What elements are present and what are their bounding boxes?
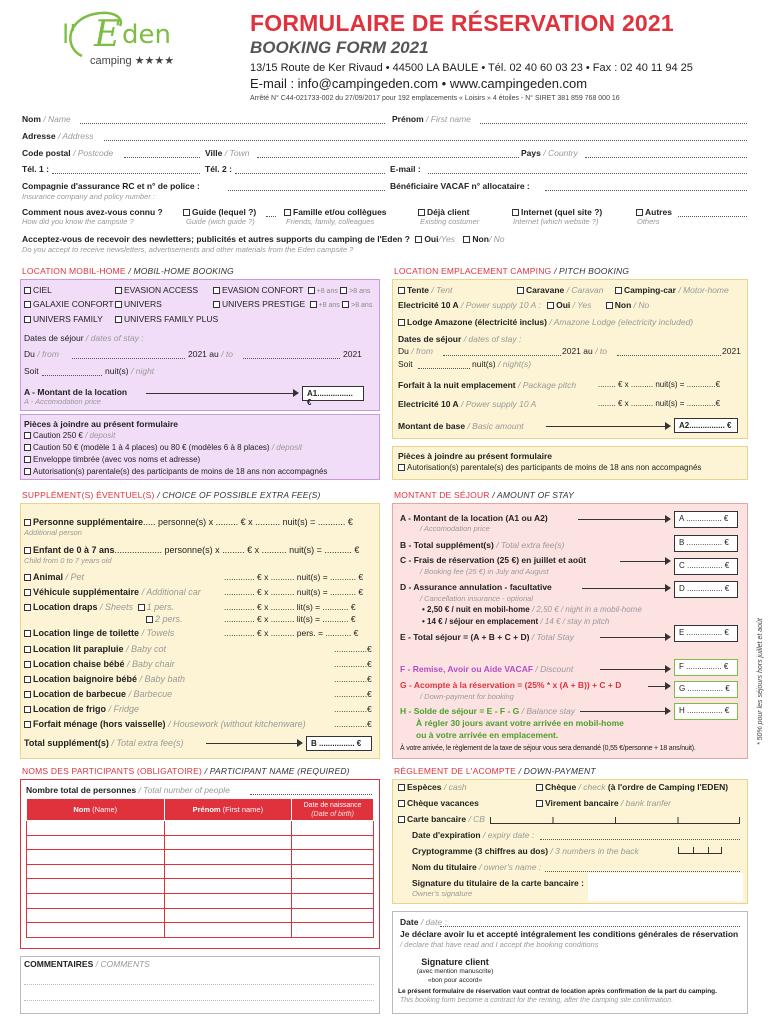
autres-field[interactable]	[678, 216, 747, 217]
tel2-label: Tél. 2 :	[205, 164, 232, 174]
bon-accord-label: «bon pour accord»	[427, 977, 483, 984]
deja-option[interactable]: Déjà client	[418, 207, 470, 217]
univers-family-option[interactable]: UNIVERS FAMILY	[24, 314, 103, 324]
newsletter-non-checkbox[interactable]	[463, 236, 470, 243]
empl-au: 2021 au / to	[562, 346, 607, 356]
newsletter-en: Do you accept to receive newsletters, advertisements and other materials from the Eden campsite ?	[22, 245, 354, 254]
lodge-option[interactable]: Lodge Amazone (électricité inclus) / Amazone Lodge (electricity included)	[398, 317, 693, 327]
email-field[interactable]	[428, 173, 747, 174]
elec2-calc[interactable]: ........ € x .......... nuit(s) = .............€	[598, 399, 721, 408]
empl-soit: Soit	[398, 359, 413, 369]
forfait-calc[interactable]: ........ € x .......... nuit(s) = .............€	[598, 380, 721, 389]
draps-calc1[interactable]: ............. € x .......... lit(s) = ........... €	[224, 602, 356, 612]
table-row[interactable]	[27, 864, 374, 879]
vacaf-label: Bénéficiaire VACAF n° allocataire :	[390, 181, 530, 191]
contact-line: E-mail : info@campingeden.com • www.campingeden.com	[250, 76, 588, 91]
linge-calc[interactable]: ............. € x .......... pers. = ........... €	[224, 628, 359, 638]
montant-g-arrow	[648, 686, 666, 687]
montant-c: C - Frais de réservation (25 €) en juillet et août	[400, 555, 587, 565]
especes-option[interactable]: Espèces / cash	[398, 782, 467, 792]
deja-en: Existing costumer	[420, 217, 480, 226]
montant-b: B - Total supplément(s) / Total extra fee(s)	[400, 540, 565, 550]
montant-d2: • 14 € / séjour en emplacement / 14 € / stay in pitch	[422, 617, 610, 626]
a1-arrow	[146, 393, 294, 394]
montant-f: F - Remise, Avoir ou Aide VACAF / Discount	[400, 664, 574, 674]
frigo-amount[interactable]: ..............€	[334, 704, 372, 714]
logo-den: den	[122, 20, 171, 50]
logo	[24, 8, 199, 70]
forfait-label: Forfait à la nuit emplacement / Package pitch	[398, 380, 577, 390]
draps-2pers[interactable]: 2 pers.	[146, 614, 183, 624]
a2-arrow	[546, 426, 666, 427]
table-row[interactable]	[27, 879, 374, 894]
montant-c-field[interactable]: C ................ €	[674, 558, 738, 575]
caution-250[interactable]: Caution 250 € / deposit	[24, 431, 115, 440]
page-subtitle: BOOKING FORM 2021	[250, 38, 429, 57]
montant-f-field[interactable]: F ................ €	[674, 659, 738, 676]
montant-title: MONTANT DE SÉJOUR / AMOUNT OF STAY	[394, 490, 574, 500]
montant-a-arrow	[578, 519, 666, 520]
arrete-line: Arrêté N° C44-021733-002 du 27/09/2017 pour 192 emplacements « Loisirs » 4 étoiles - N° SIRET 381 859 768 000 16	[250, 95, 620, 102]
mh-autorisation[interactable]: Autorisation(s) parentale(s) des participants de moins de 18 ans non accompagnés	[24, 467, 327, 476]
enfant-en: Child from 0 to 7 years old	[24, 556, 112, 565]
emplacement-title: LOCATION EMPLACEMENT CAMPING / PITCH BOOKING	[394, 266, 630, 276]
participants-table	[26, 798, 374, 938]
famille-checkbox[interactable]	[284, 209, 291, 216]
montant-e-arrow	[600, 637, 666, 638]
autres-checkbox[interactable]	[636, 209, 643, 216]
tel1-field[interactable]	[52, 173, 200, 174]
adresse-field[interactable]	[104, 140, 747, 141]
mh-from-field[interactable]	[72, 358, 185, 359]
crypto-field[interactable]	[678, 847, 722, 854]
mh-montant-en: A - Accomodation price	[24, 397, 101, 406]
univers-prestige-option[interactable]: UNIVERS PRESTIGE +8 ans >8 ans	[213, 299, 372, 309]
autres-option[interactable]: Autres	[636, 207, 672, 217]
address-line: 13/15 Route de Ker Rivaud • 44500 LA BAULE • Tél. 02 40 60 03 23 • Fax : 02 40 11 94 25	[250, 62, 693, 74]
montant-d-en: / Cancellation insurance - optional	[420, 594, 533, 603]
guide-option[interactable]: Guide (lequel ?)	[183, 207, 256, 217]
how-en: How did you know the campsite ?	[22, 217, 134, 226]
montant-h3: ou à votre arrivée en emplacement.	[416, 730, 559, 740]
guide-en: Guide (wich guide ?)	[186, 217, 255, 226]
signature-cb-en: Owner's signature	[412, 889, 473, 898]
elec-oui-checkbox[interactable]	[547, 302, 554, 309]
expiration-field[interactable]	[540, 839, 740, 840]
evasion-confort-option[interactable]: EVASION CONFORT +8 ans >8 ans	[213, 285, 370, 295]
animal-row[interactable]: Animal / Pet	[24, 572, 84, 582]
virement-option[interactable]: Virement bancaire / bank tranfer	[536, 798, 671, 808]
crypto-label: Cryptogramme (3 chiffres au dos) / 3 numbers in the back	[412, 846, 639, 856]
mh-2021: 2021	[343, 349, 362, 359]
caravane-option[interactable]: Caravane / Caravan	[517, 285, 604, 295]
b-arrow	[206, 743, 298, 744]
menage-row[interactable]: Forfait ménage (hors vaisselle) / Housework (without kitchenware)	[24, 719, 306, 729]
newsletter-row: Acceptez-vous de recevoir des newletters; publicités et autres supports du camping de l'Eden ? Oui/Yes Non/ No	[22, 234, 505, 244]
montant-g-en: / Down-payment for booking	[420, 692, 514, 701]
montant-e-field[interactable]: E ................ €	[674, 625, 738, 642]
adresse-label: Adresse / Address	[22, 131, 94, 141]
tente-option[interactable]: Tente / Tent	[398, 285, 452, 295]
montant-h: H - Solde de séjour = E - F - G / Balance stay	[400, 706, 576, 716]
enveloppe[interactable]: Enveloppe timbrée (avec vos noms et adresse)	[24, 455, 200, 464]
code-postal-label: Code postal / Postcode	[22, 148, 114, 158]
col-nom-header: Nom (Name)	[27, 799, 165, 821]
a2-field[interactable]: A2................ €	[674, 418, 738, 433]
taxe-sejour: À votre arrivée, le règlement de la taxe de séjour vous sera demandé (0,55 €/personne + 18 ans/nuit).	[400, 745, 696, 752]
ville-label: Ville / Town	[205, 148, 250, 158]
mh-pieces-title: Pièces à joindre au présent formulaire	[24, 419, 179, 429]
prenom-label: Prénom / First name	[392, 114, 471, 124]
mh-nuits-label: nuit(s) / night	[105, 366, 155, 376]
montant-h-field[interactable]: H ................ €	[674, 703, 738, 720]
a1-field[interactable]: A1................ €	[302, 386, 364, 401]
galaxie-option[interactable]: GALAXIE CONFORT	[24, 299, 114, 309]
table-row[interactable]	[27, 835, 374, 850]
mh-au-label: 2021 au / to	[188, 349, 233, 359]
montant-c-arrow	[620, 561, 666, 562]
menage-amount[interactable]: ..............€	[334, 719, 372, 729]
nom-label: Nom / Name	[22, 114, 71, 124]
chaise-amount[interactable]: ..............€	[334, 659, 372, 669]
total-supp-label: Total supplément(s) / Total extra fee(s)	[24, 738, 184, 748]
total-personnes-label: Nombre total de personnes / Total number of people	[26, 785, 230, 795]
elec-row: Electricité 10 A / Power supply 10 A : Oui / Yes Non / No	[398, 300, 650, 310]
parapluie-amount[interactable]: ..............€	[334, 644, 372, 654]
declare-en: / declare that have read and I accept the booking conditions	[400, 940, 599, 949]
montant-h2: À régler 30 jours avant votre arrivée en mobil-home	[416, 718, 624, 728]
linge-row[interactable]: Location linge de toilette / Towels	[24, 628, 174, 638]
autres-en: Others	[637, 217, 660, 226]
how-label: Comment nous avez-vous connu ?	[22, 207, 163, 217]
barbecue-row[interactable]: Location de barbecue / Barbecue	[24, 689, 172, 699]
internet-checkbox[interactable]	[512, 209, 519, 216]
titulaire-field[interactable]	[545, 871, 740, 872]
side-note: * 50% pour les séjours hors juillet et août	[757, 618, 764, 745]
logo-camping: camping ★★★★	[90, 55, 175, 67]
table-row[interactable]	[27, 893, 374, 908]
signature-cb-label: Signature du titulaire de la carte bancaire :	[412, 878, 584, 888]
total-personnes-field[interactable]	[250, 794, 372, 795]
assurance-field[interactable]	[228, 190, 385, 191]
vacaf-field[interactable]	[545, 190, 747, 191]
famille-en: Friends, family, colleagues	[286, 217, 375, 226]
pays-field[interactable]	[585, 157, 747, 158]
montant-g-field[interactable]: G ................ €	[674, 681, 738, 698]
mh-montant-label: A - Montant de la location	[24, 387, 128, 397]
reglement-title: RÈGLEMENT DE L'ACOMPTE / DOWN-PAYMENT	[394, 766, 596, 776]
montant-f-arrow	[600, 669, 666, 670]
mobilhome-title: LOCATION MOBIL-HOME / MOBIL-HOME BOOKING	[22, 266, 234, 276]
contrat-label: Le présent formulaire de réservation vaut contrat de location après confirmation de la part du camping.	[398, 988, 717, 995]
empl-to-field[interactable]	[617, 355, 721, 356]
logo-e: E	[94, 14, 121, 55]
assurance-label: Compagnie d'assurance RC et n° de police :	[22, 181, 200, 191]
elec-non-checkbox[interactable]	[606, 302, 613, 309]
ville-field[interactable]	[257, 157, 519, 158]
b-field[interactable]: B ................ €	[306, 736, 372, 751]
card-number-field[interactable]	[490, 817, 740, 824]
barbecue-amount[interactable]: ..............€	[334, 689, 372, 699]
parapluie-row[interactable]: Location lit parapluie / Baby cot	[24, 644, 166, 654]
date-field[interactable]	[440, 926, 740, 927]
internet-en: Internet (which website ?)	[513, 217, 599, 226]
newsletter-oui-checkbox[interactable]	[415, 236, 422, 243]
internet-option[interactable]: Internet (quel site ?)	[512, 207, 602, 217]
declare-label: Je déclare avoir lu et accepté intégralement les conditions générales de réservation	[400, 929, 739, 939]
caution-50[interactable]: Caution 50 € (modèle 1 à 4 places) ou 80 € (modèles 6 à 8 places) / deposit	[24, 443, 302, 452]
page-title: FORMULAIRE DE RÉSERVATION 2021	[250, 10, 674, 36]
prenom-field[interactable]	[480, 123, 747, 124]
personne-row[interactable]: Personne supplémentaire..... personne(s) x ......... € x .......... nuit(s) = ........... €	[24, 517, 353, 527]
mh-soit-label: Soit	[24, 366, 39, 376]
pays-label: Pays / Country	[521, 148, 578, 158]
montant-a-en: / Accomodation price	[420, 524, 490, 533]
baignoire-row[interactable]: Location baignoire bébé / Baby bath	[24, 674, 185, 684]
participants-title: NOMS DES PARTICIPANTS (OBLIGATOIRE) / PARTICIPANT NAME (REQUIRED)	[22, 766, 350, 776]
montant-d-arrow	[582, 588, 666, 589]
montant-base-label: Montant de base / Basic amount	[398, 421, 524, 431]
montant-d1: • 2,50 € / nuit en mobil-home / 2,50 € / night in a mobil-home	[422, 605, 642, 614]
titulaire-label: Nom du titulaire / owner's name :	[412, 862, 542, 872]
commentaires-line-1[interactable]	[24, 984, 374, 985]
mh-dates-label: Dates de séjour / dates of stay :	[24, 333, 144, 343]
guide-field[interactable]	[266, 216, 276, 217]
personne-en: Additional person	[24, 528, 82, 537]
mention-label: (avec mention manuscrite)	[416, 968, 494, 975]
montant-d-field[interactable]: D ................ €	[674, 581, 738, 598]
montant-d: D - Assurance annulation - facultative	[400, 582, 552, 592]
famille-option[interactable]: Famille et/ou collègues	[284, 207, 387, 217]
empl-dates-label: Dates de séjour / dates of stay :	[398, 334, 522, 344]
montant-c-en: / Booking fee (25 €) in July and August	[420, 567, 549, 576]
animal-calc[interactable]: ............. € x .......... nuit(s) = ........... €	[224, 572, 364, 582]
table-row[interactable]	[27, 850, 374, 865]
montant-h-arrow	[580, 711, 666, 712]
empl-nuits: nuit(s) / night(s)	[472, 359, 532, 369]
expiration-label: Date d'expiration / expiry date :	[412, 830, 535, 840]
deja-checkbox[interactable]	[418, 209, 425, 216]
ciel-option[interactable]: CIEL	[24, 285, 52, 295]
vehicule-calc[interactable]: ............. € x .......... nuit(s) = ........... €	[224, 587, 364, 597]
empl-2021: 2021	[722, 346, 741, 356]
nom-field[interactable]	[80, 123, 385, 124]
montant-e: E - Total séjour = (A + B + C + D) / Total Stay	[400, 632, 575, 642]
montant-g: G - Acompte à la réservation = (25% * x (A + B)) + C + D	[400, 680, 622, 690]
mh-nights-field[interactable]	[42, 375, 102, 376]
empl-autorisation[interactable]: Autorisation(s) parentale(s) des participants de moins de 18 ans non accompagnés	[398, 463, 701, 472]
enfant-row[interactable]: Enfant de 0 à 7 ans................... personne(s) x ......... € x .......... nuit(s) = ........... €	[24, 545, 359, 555]
guide-checkbox[interactable]	[183, 209, 190, 216]
assurance-en: Insurance company and policy number :	[22, 192, 155, 201]
tel2-field[interactable]	[235, 173, 385, 174]
col-prenom-header: Prénom (First name)	[164, 799, 292, 821]
campingcar-option[interactable]: Camping-car / Motor-home	[615, 285, 729, 295]
table-row[interactable]	[27, 908, 374, 923]
table-row[interactable]	[27, 821, 374, 836]
carte-option[interactable]: Carte bancaire / CB	[398, 814, 485, 824]
montant-b-field[interactable]: B ................ €	[674, 535, 738, 552]
table-row[interactable]	[27, 923, 374, 938]
supplements-title: SUPPLÉMENT(S) ÉVENTUEL(S) / CHOICE OF POSSIBLE EXTRA FEE(S)	[22, 490, 321, 500]
commentaires-title: COMMENTAIRES / COMMENTS	[24, 959, 150, 969]
commentaires-line-2[interactable]	[24, 1000, 374, 1001]
signature-cb-field[interactable]	[588, 873, 743, 901]
code-postal-field[interactable]	[124, 157, 200, 158]
univers-family-plus-option[interactable]: UNIVERS FAMILY PLUS	[115, 314, 218, 324]
mh-to-field[interactable]	[243, 358, 340, 359]
draps-calc2[interactable]: ............. € x .......... lit(s) = ........... €	[224, 614, 356, 624]
signature-client-label: Signature client	[421, 957, 489, 967]
vacances-option[interactable]: Chèque vacances	[398, 798, 479, 808]
frigo-row[interactable]: Location de frigo / Fridge	[24, 704, 139, 714]
univers-option[interactable]: UNIVERS	[115, 299, 162, 309]
logo-l: l'	[62, 20, 77, 50]
draps-row[interactable]: Location draps / Sheets 1 pers.	[24, 602, 174, 612]
mh-du-label: Du / from	[24, 349, 59, 359]
tel1-label: Tél. 1 :	[22, 164, 49, 174]
empl-from-field[interactable]	[443, 355, 561, 356]
empl-nights-field[interactable]	[418, 368, 470, 369]
date-label: Date / date :	[400, 917, 447, 927]
cheque-option[interactable]: Chèque / check (à l'ordre de Camping l'EDEN)	[536, 782, 728, 792]
montant-a-field[interactable]: A ................ €	[674, 511, 738, 528]
montant-a: A - Montant de la location (A1 ou A2)	[400, 513, 548, 523]
email-label: E-mail :	[390, 164, 421, 174]
elec2-label: Electricité 10 A / Power supply 10 A	[398, 399, 537, 409]
chaise-row[interactable]: Location chaise bébé / Baby chair	[24, 659, 175, 669]
contrat-en: This booking form become a contract for the renting, after the camping site confirmation.	[400, 997, 674, 1004]
empl-pieces-title: Pièces à joindre au présent formulaire	[398, 451, 553, 461]
baignoire-amount[interactable]: ..............€	[334, 674, 372, 684]
col-date-header: Date de naissance (Date of birth)	[292, 799, 374, 821]
evasion-access-option[interactable]: EVASION ACCESS	[115, 285, 198, 295]
empl-du: Du / from	[398, 346, 433, 356]
vehicule-row[interactable]: Véhicule supplémentaire / Additional car	[24, 587, 201, 597]
